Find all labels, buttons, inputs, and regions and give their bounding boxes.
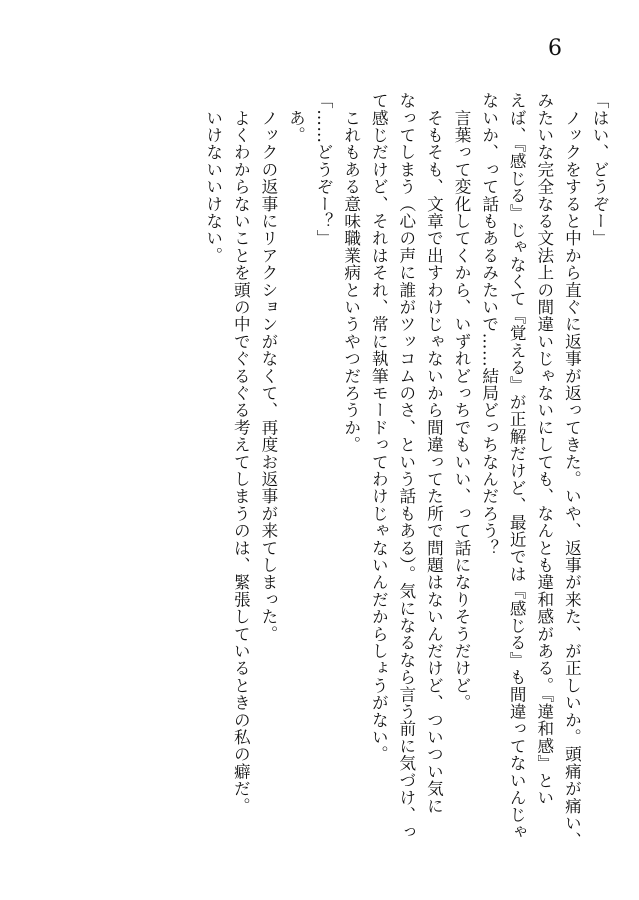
text-line: みたいな完全なる文法上の間違いじゃないにしても、なんとも違和感がある。『違和感』とい	[534, 92, 554, 807]
text-line: ないか、って話もあるみたいで……結局どっちなんだろう？	[479, 92, 499, 557]
vertical-text-body	[199, 92, 613, 882]
text-line: ノックをすると中から直ぐに返事が返ってきた。いや、返事が来た、が正しいか。頭痛が痛い、	[562, 92, 582, 849]
text-line: そもそも、文章で出すわけじゃないから間違ってた所で問題はないんだけど、ついつい気に	[424, 92, 444, 815]
page-number: 6	[548, 36, 562, 61]
text-line: て感じだけど、それはそれ、常に執筆モードってわけじゃないんだからしょうがない。	[369, 92, 389, 763]
text-line: いけないいけない。	[203, 92, 223, 264]
text-line: えば、『感じる』じゃなくて『覚える』が正解だけど、最近では『感じる』も間違ってないんじゃ	[507, 92, 527, 841]
text-line: ノックの返事にリアクションがなくて、再度お返事が来てしまった。	[258, 92, 278, 643]
text-line: よくわからないことを頭の中でぐるぐる考えてしまうのは、緊張しているときの私の癖だ。	[231, 92, 251, 815]
text-line: これもある意味職業病というやつだろうか。	[341, 92, 361, 454]
text-line: 「はい、どうぞー」	[590, 92, 609, 247]
text-line: あ。	[286, 92, 306, 144]
text-line: なってしまう（心の声に誰がツッコムのさ、という話もある）。気になるなら言う前に気づけ、っ	[396, 92, 416, 841]
text-line: 言葉って変化してくから、いずれどっちでもいい、って話になりそうだけど。	[452, 92, 472, 712]
text-line: 「……どうぞー？」	[314, 92, 334, 247]
